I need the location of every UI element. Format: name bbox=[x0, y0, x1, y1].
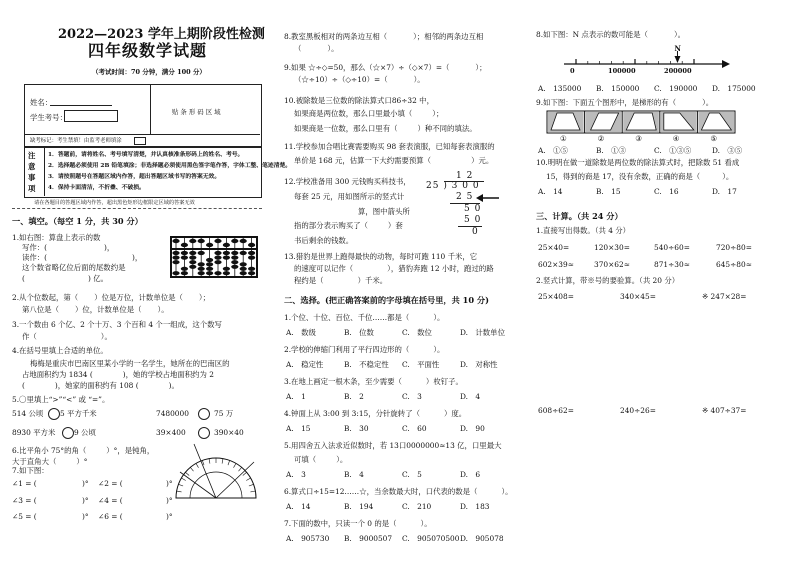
q1-10-d: ）种不同的填法。 bbox=[417, 124, 477, 133]
oral-item-2-3: 871÷30≈ bbox=[654, 260, 690, 269]
q1-7-angle-left-1: ∠1 = ( bbox=[12, 479, 37, 488]
q1-1-read-close: )， bbox=[132, 253, 143, 262]
q1-4-blank-d: )，她家的面积约有 108 ( bbox=[54, 381, 139, 390]
q1-4-line3 bbox=[22, 381, 179, 390]
q1-4-stem: 4.在括号里填上合适的单位。 bbox=[12, 346, 108, 355]
q1-13-line2 bbox=[294, 264, 494, 273]
number-line-label-200000: 200000 bbox=[664, 67, 692, 75]
section3-part2-title: 2.竖式计算，带※号的要验算。（共 20 分） bbox=[536, 276, 680, 285]
exam-info: （考试时间：70 分钟，满分 100 分） bbox=[92, 68, 206, 76]
q1-9-line2 bbox=[294, 75, 425, 84]
q2-10-line2 bbox=[546, 172, 733, 181]
q2-9-stem bbox=[536, 98, 713, 107]
q1-9-c: （☆÷10）÷（◇÷10）=（ bbox=[294, 75, 388, 84]
q2-6-option-b[interactable]: B. 194 bbox=[344, 502, 374, 511]
q1-8-b: ）；相邻的两条边互相 bbox=[413, 32, 484, 41]
q1-5-d-left: 39×400 bbox=[156, 428, 186, 437]
vertical-item-1-3: ※ 247×28= bbox=[702, 292, 747, 301]
q2-4-option-a[interactable]: A. 15 bbox=[286, 424, 311, 433]
q2-2-stem-text: 2.学校的伸缩门利用了平行四边形的（ bbox=[284, 345, 410, 354]
shape-label-3: ③ bbox=[635, 134, 642, 143]
q1-1-read-label: 读作：( bbox=[22, 253, 48, 262]
q1-4-line2 bbox=[22, 370, 214, 379]
q2-6-stem bbox=[284, 487, 513, 496]
q1-2-text-f: ）。 bbox=[157, 305, 169, 314]
q2-2-option-b[interactable]: B. 不稳定性 bbox=[344, 360, 389, 369]
q1-7-angle-right-3: ∠6 = ( bbox=[98, 512, 123, 521]
q1-2-text-b: ）位是万位，计数单位是（ bbox=[94, 293, 183, 302]
q1-3-open: 作（ bbox=[22, 332, 37, 341]
student-no-field[interactable] bbox=[64, 110, 118, 122]
vertical-item-2-1: 608÷62= bbox=[538, 406, 574, 415]
q2-4-option-d[interactable]: D. 90 bbox=[460, 424, 485, 433]
compare-circle-3[interactable] bbox=[62, 427, 74, 439]
compare-circle-2[interactable] bbox=[198, 408, 210, 420]
q1-3-stem: 3.一个数由 6 个亿、2 个十万、3 个百和 4 个一组成，这个数写 bbox=[12, 320, 222, 329]
number-line-label-0: 0 bbox=[570, 67, 575, 75]
q1-7-angle-right-1: ∠2 = ( bbox=[98, 479, 123, 488]
q1-11-a: 单价是 168 元，估算一下大约需要预算（ bbox=[294, 156, 432, 165]
q1-9-d: ）。 bbox=[413, 75, 425, 84]
q1-5-b-right: 75 万 bbox=[214, 409, 234, 418]
q1-13-line3 bbox=[294, 276, 387, 285]
q2-2-option-a[interactable]: A. 稳定性 bbox=[286, 360, 324, 369]
shape-label-2: ② bbox=[597, 134, 605, 143]
q2-10-stem-b: 15，得到的商是 17，没有余数，正确的商是（ bbox=[546, 172, 701, 181]
shape-strip bbox=[546, 110, 736, 134]
q2-5-option-c[interactable]: C. 5 bbox=[402, 470, 422, 479]
q2-3-stem-end: ）枚钉子。 bbox=[425, 377, 463, 386]
q1-13-a: 的速度可以记作（ bbox=[294, 264, 354, 273]
q2-10-stem: 10.明明在做一道除数是两位数的除法算式时，把除数 51 看成 bbox=[536, 158, 740, 167]
q2-6-stem-text: 6.算式口÷15=12……☆，当余数最大时，口代表的数是（ bbox=[284, 487, 478, 496]
oral-item-1-4: 720÷80= bbox=[716, 243, 752, 252]
q2-4-stem bbox=[284, 409, 466, 418]
q2-9-option-c[interactable]: C. ①③⑤ bbox=[654, 146, 692, 155]
q1-5-stem: 5.〇里填上“>”“<” 或 “=”。 bbox=[12, 395, 110, 404]
notice-1: 1．答题前，请将姓名、考号填写清楚，并认真核准条形码上的姓名、考号。 bbox=[48, 152, 244, 158]
oral-item-1-1: 25×40= bbox=[538, 243, 570, 252]
division-remainder: 0 bbox=[472, 227, 478, 237]
division-bar bbox=[444, 181, 484, 182]
q1-2-part2 bbox=[22, 305, 169, 314]
oral-item-2-4: 645÷80≈ bbox=[716, 260, 752, 269]
oral-item-1-3: 540÷60= bbox=[654, 243, 690, 252]
q2-7-option-c[interactable]: C. 905070500 bbox=[402, 534, 460, 543]
q2-9-stem-a: 9.如下图：下面五个图形中，是梯形的有（ bbox=[536, 98, 677, 107]
q1-6-text-b: ）°，是钝角， bbox=[106, 446, 155, 455]
vertical-item-1-2: 340×45= bbox=[620, 292, 656, 301]
absent-mark[interactable] bbox=[134, 137, 146, 145]
q1-7-angle-left-3: ∠5 = ( bbox=[12, 512, 37, 521]
q1-1-stem: 1.如右图：算盘上表示的数 bbox=[12, 233, 101, 242]
q1-11-stem: 11.学校参加合唱比赛需要购买 98 套表演服，已知每套表演服的 bbox=[284, 142, 495, 151]
compare-circle-1[interactable] bbox=[48, 408, 60, 420]
q1-10-a: 如果商是两位数，那么口里最小填（ bbox=[294, 109, 413, 118]
q1-2-text-e: ）位，计数单位是（ bbox=[74, 305, 142, 314]
number-line-label-100000: 100000 bbox=[608, 67, 636, 75]
main-title: 四年级数学试题 bbox=[88, 41, 208, 60]
notice-4: 4．保持卡面清洁，不折叠、不破损。 bbox=[48, 185, 145, 191]
q1-1-write-label: 写作：( bbox=[22, 243, 48, 252]
q1-7-angle-left-close-2: )° bbox=[82, 496, 89, 505]
q2-10-option-d[interactable]: D. 17 bbox=[712, 187, 737, 196]
q1-10-line2 bbox=[294, 109, 443, 118]
division-dividend: 25 ) 3 0 0 bbox=[426, 181, 480, 191]
q1-9-b: ）； bbox=[475, 63, 487, 72]
q1-7-angle-right-close-2: )° bbox=[166, 496, 173, 505]
q1-2-part1 bbox=[12, 293, 210, 302]
q2-5-option-a[interactable]: A. 3 bbox=[286, 470, 306, 479]
q2-8-option-d[interactable]: D. 175000 bbox=[712, 84, 756, 93]
q2-1-stem-text: 1.个位、十位、百位、千位……都是（ bbox=[284, 313, 410, 322]
q1-6-text-c: 大于直角大（ bbox=[12, 457, 57, 466]
q2-3-option-a[interactable]: A. 1 bbox=[286, 392, 306, 401]
q2-9-option-d[interactable]: D. ③⑤ bbox=[712, 146, 743, 155]
q2-3-stem-text: 3.在地上画定一根木条，至少需要（ bbox=[284, 377, 402, 386]
q2-10-option-b[interactable]: B. 15 bbox=[596, 187, 621, 196]
q2-2-stem-end: ）。 bbox=[433, 345, 445, 354]
q2-1-option-c[interactable]: C. 数位 bbox=[402, 328, 432, 337]
notice-divider bbox=[44, 146, 45, 196]
q1-1-approx-open: ( bbox=[22, 274, 25, 283]
q2-7-stem bbox=[284, 519, 432, 528]
q2-5-stem2: 可填（ bbox=[294, 455, 317, 464]
q2-1-option-d[interactable]: D. 计数单位 bbox=[460, 328, 505, 337]
q2-4-stem-end: ）度。 bbox=[443, 409, 467, 418]
q1-11-line2 bbox=[294, 156, 493, 165]
abacus-image bbox=[170, 236, 258, 278]
q1-12-a: 指的部分表示购买了（ bbox=[294, 221, 368, 230]
right-column bbox=[536, 0, 786, 562]
q2-3-option-d[interactable]: D. 4 bbox=[460, 392, 481, 401]
section1-title: 一、填空。（每空 1 分，共 30 分） bbox=[12, 216, 143, 226]
division-step3: 5 0 bbox=[464, 215, 482, 225]
oral-item-1-2: 120×30= bbox=[594, 243, 630, 252]
q1-2-text-c: ）； bbox=[198, 293, 210, 302]
section2-title: 二、选择。(把正确答案前的字母填在括号里，共 10 分) bbox=[284, 295, 489, 305]
q1-3-answer bbox=[22, 332, 112, 341]
notice-label: 注意事项 bbox=[28, 151, 36, 193]
absent-note: 缺考标记：考生禁填！由监考老师填涂 bbox=[30, 138, 122, 144]
oral-item-2-2: 370×62≈ bbox=[594, 260, 630, 269]
q2-7-option-a[interactable]: A. 905730 bbox=[286, 534, 330, 543]
q2-10-stem-c: ）。 bbox=[722, 172, 734, 181]
q1-10-stem: 10.被除数是三位数的除法算式口86÷32 中， bbox=[284, 96, 434, 105]
q2-8-stem-b: ）。 bbox=[673, 30, 686, 39]
q2-5-stem bbox=[284, 441, 501, 450]
q2-7-option-d[interactable]: D. 905078 bbox=[460, 534, 504, 543]
q2-8-stem bbox=[536, 30, 685, 39]
q2-3-stem bbox=[284, 377, 463, 386]
q2-3-option-c[interactable]: C. 3 bbox=[402, 392, 422, 401]
q1-11-b: ）元。 bbox=[471, 156, 494, 165]
q1-4-blank-c: ( bbox=[22, 381, 25, 390]
q2-5-stem-line2 bbox=[294, 455, 347, 464]
q1-10-c: 如果商是一位数，那么口里有（ bbox=[294, 124, 398, 133]
shape-label-4: ④ bbox=[672, 134, 680, 143]
barcode-divider bbox=[150, 84, 151, 134]
q1-8-c: （ bbox=[294, 44, 302, 53]
q2-10-option-c[interactable]: C. 16 bbox=[654, 187, 679, 196]
q1-13-b: ），猎豹奔跑 12 小时，跑过的路 bbox=[387, 264, 494, 273]
q2-1-stem-end: ）。 bbox=[433, 313, 445, 322]
division-rule-2 bbox=[458, 226, 482, 227]
q2-7-stem-text: 7.下面的数中，只读一个 0 的是（ bbox=[284, 519, 397, 528]
q2-9-option-a[interactable]: A. ①⑤ bbox=[538, 146, 568, 155]
q2-8-stem-a: 8.如下图：N 点表示的数可能是（ bbox=[536, 30, 648, 39]
q2-10-option-a[interactable]: A. 14 bbox=[538, 187, 563, 196]
answer-area-note: 请在各题目的答题区域内作答，超出黑色矩形边框限定区域的答案无效 bbox=[34, 200, 195, 206]
q1-4-blank-a: 占地面积约为 1834 ( bbox=[22, 370, 93, 379]
q1-7-angle-right-close-1: )° bbox=[166, 479, 173, 488]
q1-13-d: ）千米。 bbox=[357, 276, 388, 285]
shape-label-5: ⑤ bbox=[710, 134, 718, 143]
q1-5-b-left: 7480000 bbox=[156, 409, 189, 418]
q2-6-option-d[interactable]: D. 183 bbox=[460, 502, 490, 511]
q1-9-line1 bbox=[284, 63, 487, 72]
q1-12-line1: 12.学校准备用 300 元钱购买科技书， bbox=[284, 177, 411, 186]
q1-7-angle-left-close-1: )° bbox=[82, 479, 89, 488]
vertical-item-2-3: ※ 407÷37= bbox=[702, 406, 747, 415]
q1-8-line2 bbox=[294, 44, 339, 53]
q1-10-line3 bbox=[294, 124, 477, 133]
q1-6-line2 bbox=[12, 457, 87, 466]
barcode-area: 贴 条 形 码 区 域 bbox=[172, 108, 221, 116]
header-separator bbox=[12, 208, 262, 209]
q2-8-option-a[interactable]: A. 135000 bbox=[538, 84, 582, 93]
q2-9-stem-b: ）。 bbox=[702, 98, 714, 107]
protractor-image bbox=[174, 436, 258, 502]
oral-item-2-1: 602×39≈ bbox=[538, 260, 574, 269]
q1-1-approx: 这个数省略亿位后面的尾数约是 bbox=[22, 263, 126, 272]
q1-13-c: 程约是（ bbox=[294, 276, 324, 285]
q2-4-stem-text: 4.钟面上从 3:00 到 3:15，分针旋转了（ bbox=[284, 409, 420, 418]
q2-5-stem-end: ）。 bbox=[336, 455, 348, 464]
q2-4-option-c[interactable]: C. 60 bbox=[402, 424, 427, 433]
q1-12-line4 bbox=[294, 221, 403, 230]
q2-7-option-b[interactable]: B. 9000507 bbox=[344, 534, 393, 543]
division-arrow-icon bbox=[476, 193, 500, 203]
middle-column bbox=[280, 0, 535, 562]
division-step1: 2 5 bbox=[456, 192, 474, 202]
q2-1-option-b[interactable]: B. 位数 bbox=[344, 328, 374, 337]
year-title: 2022—2023 学年上期阶段性检测 bbox=[58, 27, 265, 42]
q2-5-stem-text: 5.用四舍五入法求近似数时，若 13口0000000≈13 亿，口里最大 bbox=[284, 441, 502, 450]
q1-5-a-left: 514 公顷 bbox=[12, 409, 44, 418]
q1-7-stem: 7.如下图： bbox=[12, 466, 49, 475]
notice-2: 2．选择题必须使用 2B 铅笔填涂；非选择题必须使用黑色签字笔作答，字体工整、笔迹清楚。 bbox=[48, 163, 292, 169]
q2-6-stem-end: ）。 bbox=[501, 487, 513, 496]
q2-2-option-d[interactable]: D. 对称性 bbox=[460, 360, 498, 369]
info-divider bbox=[24, 134, 260, 135]
q2-9-option-b[interactable]: B. ①③ bbox=[596, 146, 626, 155]
division-quotient: 1 2 bbox=[456, 171, 474, 181]
q2-4-option-b[interactable]: B. 30 bbox=[344, 424, 369, 433]
q1-3-close: ）。 bbox=[100, 332, 112, 341]
name-label: 姓名： bbox=[30, 98, 53, 107]
q1-1-write-close: )， bbox=[104, 243, 115, 252]
q1-1-approx-close: ) 亿。 bbox=[88, 274, 109, 283]
q1-2-text-a: 2.从个位数起，第（ bbox=[12, 293, 79, 302]
q1-5-c-right: 9 公顷 bbox=[74, 428, 96, 437]
q2-2-stem bbox=[284, 345, 444, 354]
q1-10-b: ）； bbox=[432, 109, 444, 118]
q2-5-option-b[interactable]: B. 4 bbox=[344, 470, 364, 479]
q2-5-option-d[interactable]: D. 6 bbox=[460, 470, 481, 479]
left-column bbox=[0, 0, 292, 562]
notice-3: 3．请按照题号在答题区域内作答，超出答题区域书写的答案无效。 bbox=[48, 174, 221, 180]
q2-7-stem-end: ）。 bbox=[420, 519, 432, 528]
q2-6-option-a[interactable]: A. 14 bbox=[286, 502, 311, 511]
q2-1-option-a[interactable]: A. 数级 bbox=[286, 328, 316, 337]
q1-6-line1 bbox=[12, 446, 154, 455]
q2-3-option-b[interactable]: B. 2 bbox=[344, 392, 364, 401]
q1-5-d-right: 390×40 bbox=[214, 428, 244, 437]
number-line bbox=[564, 44, 730, 76]
q1-7-angle-right-2: ∠4 = ( bbox=[98, 496, 123, 505]
vertical-item-2-2: 240÷26= bbox=[620, 406, 656, 415]
q1-7-angle-right-close-3: )° bbox=[166, 512, 173, 521]
number-line-point-n: N bbox=[674, 44, 681, 53]
q1-6-text-d: ）° bbox=[76, 457, 88, 466]
q1-9-a: 9.如果 ☆÷◇=50，那么（☆×7）÷（◇×7）=（ bbox=[284, 63, 450, 72]
q1-7-angle-left-2: ∠3 = ( bbox=[12, 496, 37, 505]
shape-label-1: ① bbox=[560, 134, 567, 143]
q2-6-option-c[interactable]: C. 210 bbox=[402, 502, 432, 511]
q1-13-stem: 13.猎豹是世界上跑得最快的动物，每时可跑 110 千米，它 bbox=[284, 252, 478, 261]
q1-6-text-a: 6.比平角小 75°的角（ bbox=[12, 446, 87, 455]
q1-4-blank-b: )，她的学校占地面积约为 2 bbox=[122, 370, 214, 379]
q1-5-a-right: 5 平方千米 bbox=[60, 409, 97, 418]
q1-2-text-d: 第八位是（ bbox=[22, 305, 59, 314]
q1-8-a: 8.教室黑板相对的两条边互相（ bbox=[284, 32, 388, 41]
division-step2: 5 0 bbox=[464, 204, 482, 214]
student-no-label: 学生考号： bbox=[30, 113, 67, 122]
q1-4-blank-e: )。 bbox=[168, 381, 179, 390]
section3-title: 三、计算。（共 24 分） bbox=[536, 211, 623, 221]
q1-8-d: ）。 bbox=[327, 44, 339, 53]
q2-1-stem bbox=[284, 313, 444, 322]
q1-12-line5: 书后剩余的钱数。 bbox=[294, 236, 354, 245]
q2-8-option-b[interactable]: B. 150000 bbox=[596, 84, 640, 93]
q1-8-line1 bbox=[284, 32, 483, 41]
q1-12-line2: 每套 25 元，用如图所示的竖式计 bbox=[294, 192, 405, 201]
vertical-item-1-1: 25×408= bbox=[538, 292, 574, 301]
name-field[interactable] bbox=[50, 105, 112, 106]
q1-12-line3: 算，图中箭头所 bbox=[358, 207, 410, 216]
q1-7-angle-left-close-3: )° bbox=[82, 512, 89, 521]
section3-part1-title: 1.直接写出得数。（共 4 分） bbox=[536, 226, 631, 235]
q1-4-line1: 梅梅是重庆市巴南区里某小学的一名学生，她所在的巴南区的 bbox=[30, 359, 230, 368]
q1-5-c-left: 8930 平方米 bbox=[12, 428, 56, 437]
q1-12-b: ）套 bbox=[387, 221, 403, 230]
q2-8-option-c[interactable]: C. 190000 bbox=[654, 84, 698, 93]
q2-2-option-c[interactable]: C. 平面性 bbox=[402, 360, 440, 369]
